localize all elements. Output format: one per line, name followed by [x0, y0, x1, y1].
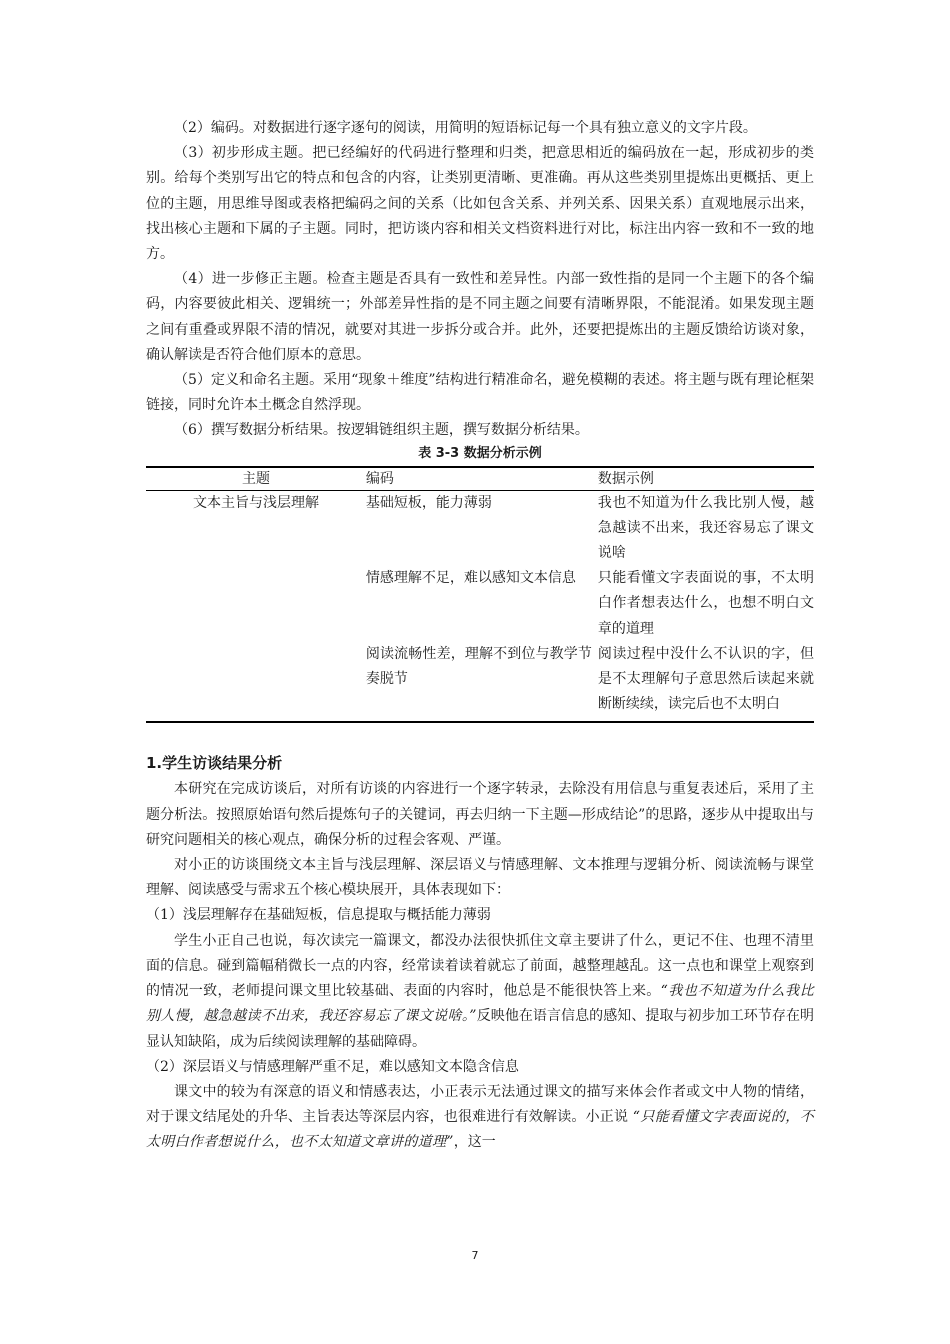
subheading-shallow-understanding: （1）浅层理解存在基础短板，信息提取与概括能力薄弱 — [146, 907, 491, 924]
paragraph-revise-themes: （4）进一步修正主题。检查主题是否具有一致性和差异性。内部一致性指的是同一个主题下的各个编码，内容要彼此相关、逻辑统一；外部差异性指的是不同主题之间要有清晰界限，不能混淆。如果发现主题之间有重叠或界限不清的情况，就要对其进一步拆分或合并。此外，还要把提炼出的主题反馈给访谈对象，确认解读是否符合他们原本的意思。 — [146, 271, 814, 363]
paragraph-write-results: （6）撰写数据分析结果。按逻辑链组织主题，撰写数据分析结果。 — [174, 422, 589, 439]
paragraph-method: 本研究在完成访谈后，对所有访谈的内容进行一个逐字转录，去除没有用信息与重复表述后，采用了主题分析法。按照原始语句然后提炼句子的关键词，再去归纳一下主题—形成结论”的思路，逐步从中提取出与研究问题相关的核心观点，确保分析的过程会客观、严谨。 — [146, 781, 814, 848]
example-cell: 只能看懂文字表面说的事，不太明白作者想表达什么，也想不明白文章的道理 — [597, 570, 814, 637]
table-caption: 表 3-3 数据分析示例 — [418, 445, 542, 461]
page-number: 7 — [471, 1249, 479, 1262]
table-header-row — [146, 467, 814, 491]
code-cell: 情感理解不足，难以感知文本信息 — [365, 570, 576, 587]
paragraph-shallow-understanding — [146, 929, 814, 1055]
code-cell: 阅读流畅性差，理解不到位与教学节奏脱节 — [365, 645, 592, 688]
data-analysis-table — [146, 466, 814, 724]
table-row — [146, 490, 814, 566]
paragraph-text: 反映他在语言信息的感知、提取与初步加工环节存在明显认知缺陷，成为后续阅读理解的基础障碍。 — [146, 1008, 815, 1050]
page-content — [146, 116, 814, 1156]
example-cell: 我也不知道为什么我比别人慢，越急越读不出来，我还容易忘了课文说啥 — [597, 494, 814, 562]
header-code: 编码 — [366, 467, 598, 491]
example-cell: 阅读过程中没什么不认识的字，但是不太理解句子意思然后读起来就断断续续，读完后也不太明白 — [597, 645, 814, 713]
paragraph-text: 学生小正自己也说，每次读完一篇课文，都没办法很快抓住文章主要讲了什么，更记不住、也理不清里面的信息。碰到篇幅稍微长一点的内容，经常读着读着就忘了前面，越整理越乱。这一点也和课堂上观察到的情况一致，老师提问课文里比较基础、表面的内容时，他总是不能很快答上来。 — [146, 932, 814, 1000]
section-heading: 1.学生访谈结果分析 — [146, 754, 283, 773]
student-quote: “我也不知道为什么我比别人慢，越急越读不出来，我还容易忘了课文说啥。” — [146, 983, 814, 1025]
student-quote: “只能看懂文字表面说的，不太明白作者想说什么，也不太知道文章讲的道理” — [146, 1109, 815, 1151]
code-cell: 基础短板，能力薄弱 — [365, 494, 492, 511]
paragraph-define-themes: （5）定义和命名主题。采用“现象＋维度”结构进行精准命名，避免模糊的表述。将主题与既有理论框架链接，同时允许本土概念自然浮现。 — [146, 372, 814, 414]
paragraph-text: ，这一 — [453, 1134, 496, 1151]
paragraph-modules: 对小正的访谈围绕文本主旨与浅层理解、深层语义与情感理解、文本推理与逻辑分析、阅读流畅与课堂理解、阅读感受与需求五个核心模块展开，具体表现如下： — [146, 857, 814, 899]
paragraph-coding: （2）编码。对数据进行逐字逐句的阅读，用简明的短语标记每一个具有独立意义的文字片段。 — [174, 120, 757, 136]
subheading-deep-semantics: （2）深层语义与情感理解严重不足，难以感知文本隐含信息 — [146, 1058, 519, 1075]
header-example: 数据示例 — [598, 467, 814, 491]
theme-cell: 文本主旨与浅层理解 — [192, 494, 319, 511]
header-theme: 主题 — [146, 467, 366, 491]
paragraph-text: 课文中的较为有深意的语义和情感表达，小正表示无法通过课文的描写来体会作者或文中人物的情绪，对于课文结尾处的升华、主旨表达等深层内容，也很难进行有效解读。小正说 — [146, 1083, 814, 1126]
paragraph-initial-themes: （3）初步形成主题。把已经编好的代码进行整理和归类，把意思相近的编码放在一起，形成初步的类别。给每个类别写出它的特点和包含的内容，让类别更清晰、更准确。再从这些类别里提炼出更概括、更上位的主题，用思维导图或表格把编码之间的关系（比如包含关系、并列关系、因果关系）直观地展示出来，找出核心主题和下属的子主题。同时，把访谈内容和相关文档资料进行对比，标注出内容一致和不一致的地方。 — [146, 145, 814, 263]
paragraph-deep-semantics — [146, 1080, 814, 1156]
